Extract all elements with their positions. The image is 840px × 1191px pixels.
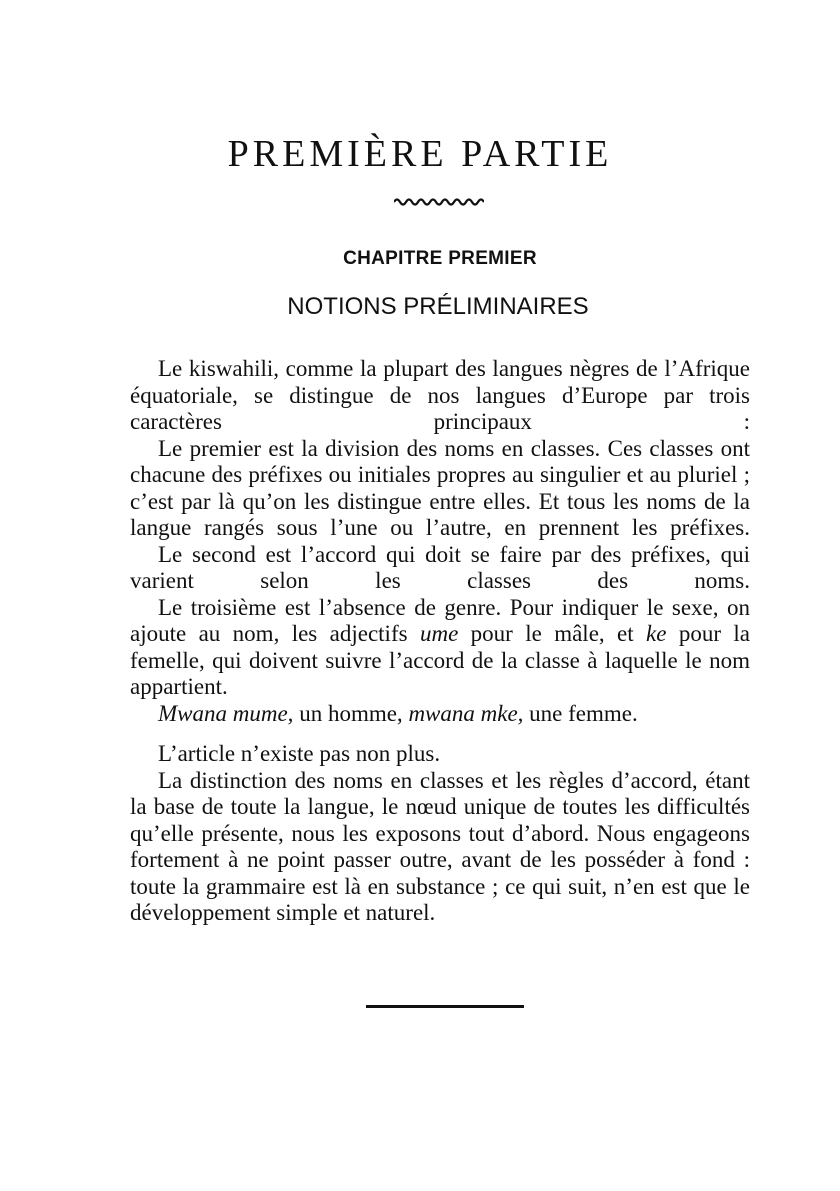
wavy-ornament-icon	[394, 196, 484, 208]
example-mwana-mke: mwana mke,	[408, 700, 524, 726]
example-une-femme: une femme.	[523, 700, 638, 726]
example-mwana-mume: Mwana mume,	[158, 700, 294, 726]
paragraph-example	[130, 701, 750, 728]
chapter-title: NOTIONS PRÉLIMINAIRES	[287, 293, 589, 320]
paragraph-first-trait: Le premier est la division des noms en classes. Ces classes ont chacune des préfixes ou initiales propres au singulier et au pluriel ; c’est par là qu’on les distingue entre elles. Et tous les noms de la langue rangés sous l’une ou l’autre, en prennent les préfixes.	[130, 435, 750, 540]
term-ke: ke	[646, 621, 667, 646]
third-trait-text-a: Le troisième est l’absence de genre. Pour indiquer le sexe, on ajoute au nom, les adjectifs	[130, 594, 750, 646]
paragraph-third-trait	[130, 595, 750, 701]
paragraph-intro: Le kiswahili, comme la plupart des langues nègres de l’Afrique équatoriale, se distingue de nos langues d’Europe par trois caractères principaux :	[130, 356, 750, 434]
third-trait-text-b: pour le mâle, et	[458, 621, 647, 646]
paragraph-second-trait: Le second est l’accord qui doit se faire par des préfixes, qui varient selon les classes des noms.	[130, 541, 750, 593]
third-trait-text-c: pour la femelle, qui doivent suivre l’accord de la classe à laquelle le nom appartient.	[130, 621, 750, 699]
part-title: PREMIÈRE PARTIE	[227, 133, 613, 175]
example-un-homme: un homme,	[293, 700, 409, 726]
paragraph-article: L’article n’existe pas non plus.	[158, 741, 441, 766]
end-rule	[366, 1005, 524, 1008]
term-ume: ume	[419, 621, 459, 646]
paragraph-conclusion: La distinction des noms en classes et les règles d’accord, étant la base de toute la langue, le nœud unique de toutes les difficultés qu’elle présente, nous les exposons tout d’abord. Nous engageons fortement à ne point passer outre, avant de les posséder à fond : toute la grammaire est là en substance ; ce qui suit, n’en est que le développement simple et naturel.	[130, 767, 750, 925]
body-text	[130, 356, 750, 927]
chapter-label: CHAPITRE PREMIER	[343, 248, 537, 269]
